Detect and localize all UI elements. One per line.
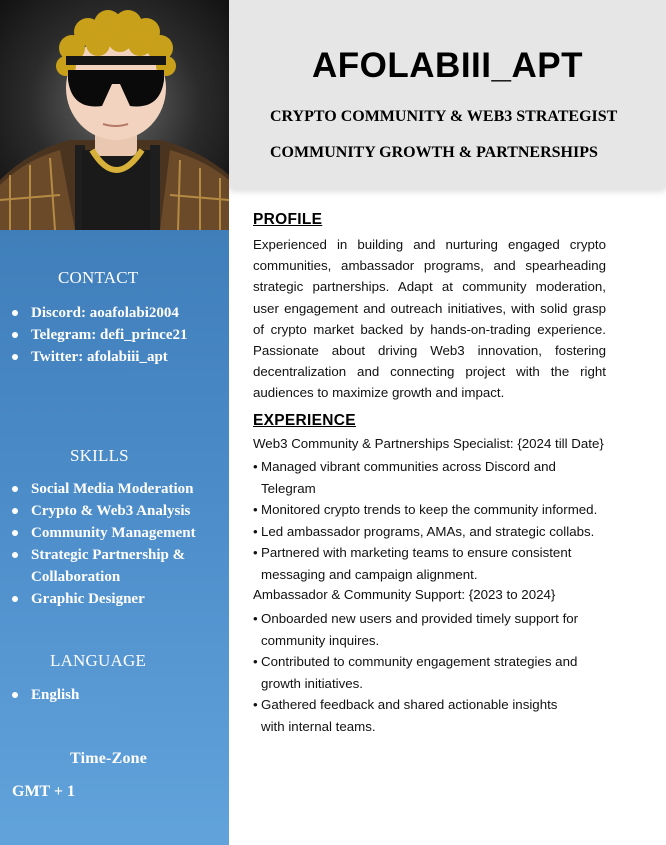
list-item: • Onboarded new users and provided timely support for community inquires. [253, 611, 579, 648]
skill-item: Community Management [12, 522, 217, 544]
skill-item: Strategic Partnership & Collaboration [12, 544, 217, 588]
timezone-title: Time-Zone [70, 750, 148, 767]
avatar-illustration [0, 0, 229, 230]
contact-list [12, 302, 188, 368]
contact-discord: Discord: aoafolabi2004 [12, 302, 188, 324]
skill-item: Crypto & Web3 Analysis [12, 500, 217, 522]
skills-title: SKILLS [70, 446, 129, 465]
profile-text: Experienced in building and nurturing engaged crypto communities, ambassador programs, and spearheading strategic partnerships. Adapt at community moderation, user engagement and outreach initiatives, with solid grasp of crypto market backed by hands-on-trading experience. Passionate about driving Web3 innovation, fostering decentralization and connecting project with the right audiences to maximize growth and impact. [253, 237, 606, 401]
language-list [12, 684, 79, 706]
name-title: AFOLABIII_APT [312, 46, 583, 85]
contact-twitter: Twitter: afolabiii_apt [12, 346, 188, 368]
experience-heading: EXPERIENCE [253, 412, 356, 429]
avatar [0, 0, 229, 230]
list-item: • Monitored crypto trends to keep the community informed. [253, 502, 598, 518]
skills-list [12, 478, 217, 610]
role-heading: Web3 Community & Partnerships Specialist: {2024 till Date} [253, 436, 604, 451]
list-item: • Gathered feedback and shared actionable insights with internal teams. [253, 697, 558, 734]
profile-heading: PROFILE [253, 211, 323, 228]
skill-item: Graphic Designer [12, 588, 217, 610]
language-title: LANGUAGE [50, 651, 147, 670]
list-item: • Led ambassador programs, AMAs, and strategic collabs. [253, 523, 595, 539]
subtitle-primary: CRYPTO COMMUNITY & WEB3 STRATEGIST [270, 108, 618, 125]
sidebar [0, 0, 229, 845]
list-item: • Managed vibrant communities across Discord and Telegram [253, 459, 556, 496]
list-item: • Contributed to community engagement strategies and growth initiatives. [253, 654, 578, 691]
contact-telegram: Telegram: defi_prince21 [12, 324, 188, 346]
role-bullets [253, 456, 613, 586]
language-item: English [12, 684, 79, 706]
header [229, 0, 666, 188]
contact-title: CONTACT [58, 268, 139, 287]
timezone-value: GMT + 1 [12, 783, 76, 800]
list-item: • Partnered with marketing teams to ensure consistent messaging and campaign alignment. [253, 545, 572, 582]
role-heading: Ambassador & Community Support: {2023 to 2024} [253, 587, 556, 602]
skill-item: Social Media Moderation [12, 478, 217, 500]
subtitle-secondary: COMMUNITY GROWTH & PARTNERSHIPS [270, 144, 598, 161]
role-bullets [253, 608, 583, 738]
